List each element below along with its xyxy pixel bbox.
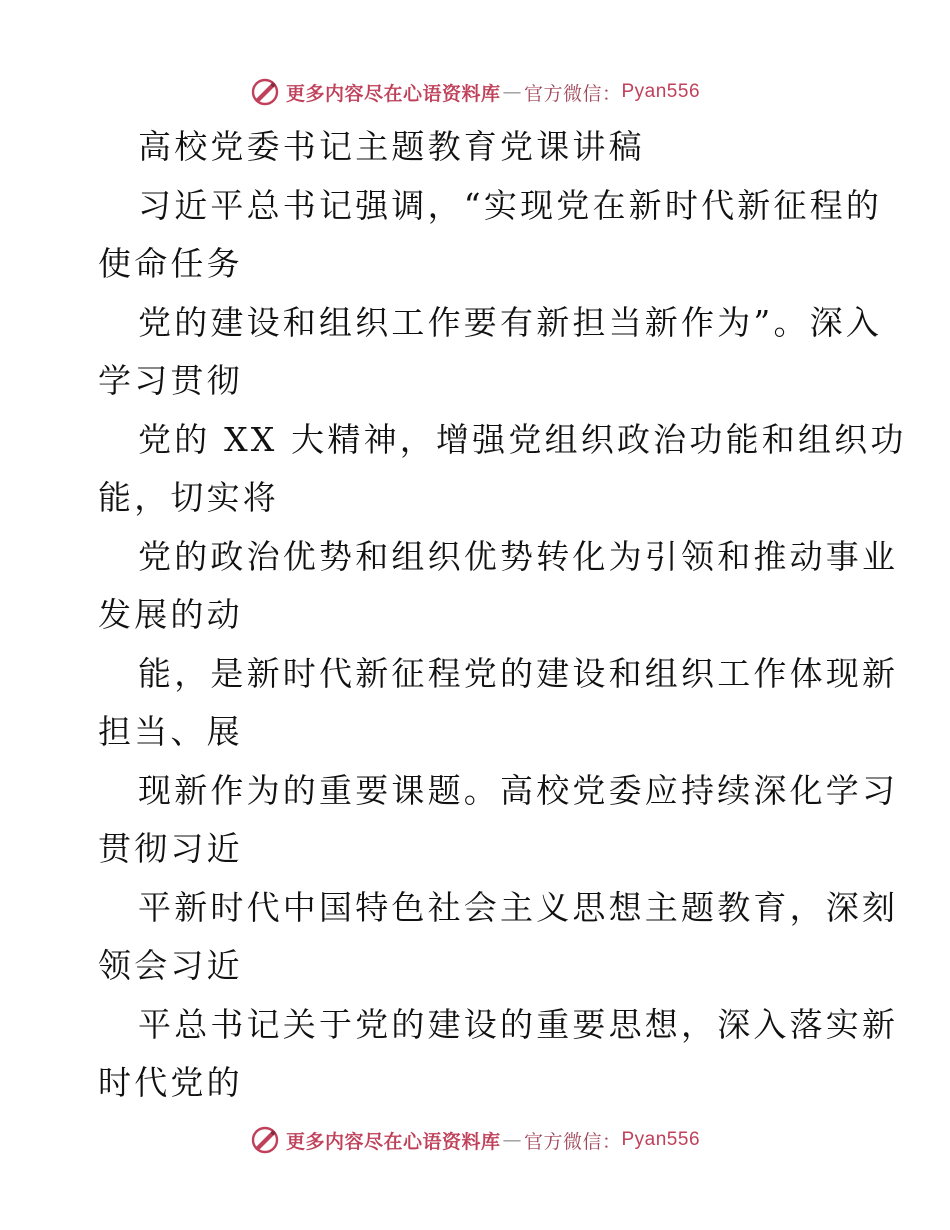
paragraph-8-first-line: 平总书记关于党的建设的重要思想，深入落实新 — [138, 1004, 899, 1044]
paragraph-4-first-line: 党的政治优势和组织优势转化为引领和推动事业 — [138, 536, 899, 576]
watermark-wechat-id: Pyan556 — [621, 1129, 701, 1150]
watermark-dash: — — [502, 1129, 522, 1151]
document-title: 高校党委书记主题教育党课讲稿 — [138, 127, 645, 166]
watermark-sub-text: 官方微信： — [523, 82, 622, 105]
paragraph-2-first-line: 党的建设和组织工作要有新担当新作为”。深入 — [138, 302, 883, 342]
paragraph-1-continuation: 使命任务 — [98, 244, 243, 283]
paragraph-6-continuation: 贯彻习近 — [98, 829, 243, 868]
paragraph-7-continuation: 领会习近 — [98, 946, 243, 985]
paragraph-3-first-line: 党的 XX 大精神，增强党组织政治功能和组织功 — [138, 419, 907, 459]
paragraph-7-first-line: 平新时代中国特色社会主义思想主题教育，深刻 — [138, 887, 899, 927]
paragraph-1 — [98, 177, 883, 294]
paragraph-8 — [98, 996, 899, 1113]
paragraph-5 — [98, 645, 899, 762]
paragraph-1-first-line: 习近平总书记强调，“实现党在新时代新征程的 — [138, 185, 883, 225]
watermark-main-text: 更多内容尽在心语资料库 — [285, 82, 501, 105]
paragraph-5-continuation: 担当、展 — [98, 712, 243, 751]
footer-watermark — [0, 1120, 950, 1160]
paragraph-6-first-line: 现新作为的重要课题。高校党委应持续深化学习 — [138, 770, 899, 810]
watermark-main-text: 更多内容尽在心语资料库 — [285, 1130, 501, 1153]
paragraph-3 — [98, 411, 907, 528]
paragraph-8-continuation: 时代党的 — [98, 1063, 243, 1102]
paragraph-2 — [98, 294, 883, 411]
paragraph-3-continuation: 能，切实将 — [98, 478, 279, 517]
watermark-dash: — — [502, 81, 522, 103]
paragraph-2-continuation: 学习贯彻 — [98, 361, 243, 400]
pen-logo-icon — [250, 1125, 280, 1155]
watermark-wechat-id: Pyan556 — [621, 81, 701, 102]
paragraph-4 — [98, 528, 899, 645]
pen-logo-icon — [250, 77, 280, 107]
document-body — [98, 118, 907, 1113]
paragraph-5-first-line: 能，是新时代新征程党的建设和组织工作体现新 — [138, 653, 899, 693]
header-watermark — [0, 72, 950, 112]
paragraph-4-continuation: 发展的动 — [98, 595, 243, 634]
paragraph-6 — [98, 762, 899, 879]
paragraph-7 — [98, 879, 899, 996]
watermark-sub-text: 官方微信： — [523, 1130, 622, 1153]
